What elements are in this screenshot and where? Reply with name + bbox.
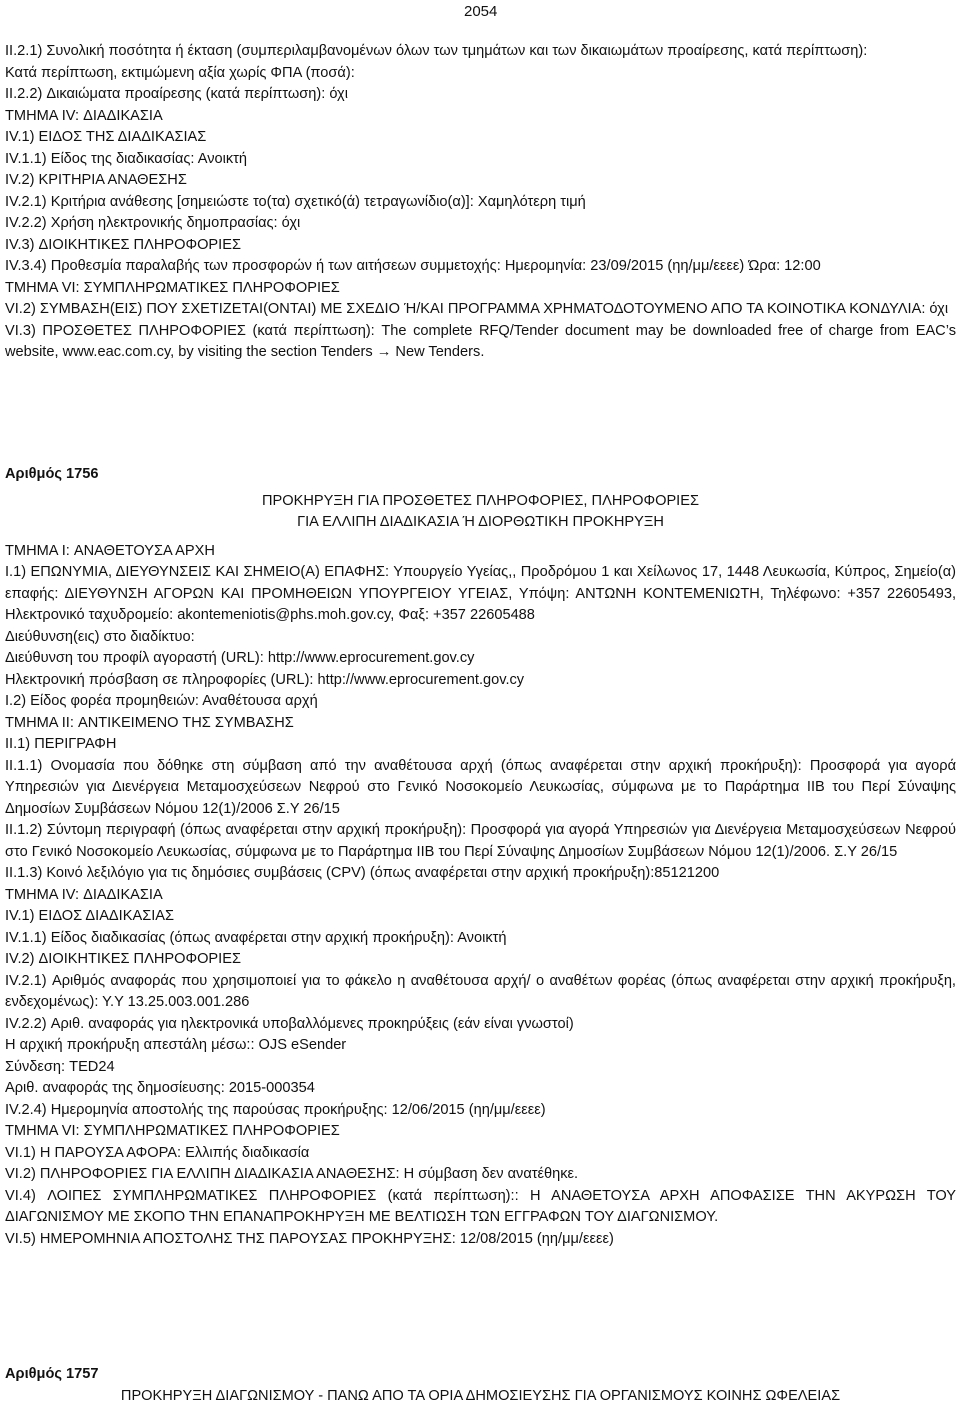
paragraph: Ηλεκτρονική πρόσβαση σε πληροφορίες (URL): http://www.eprocurement.gov.cy xyxy=(5,670,956,692)
section-heading: ΤΜΗΜΑ VI: ΣΥΜΠΛΗΡΩΜΑΤΙΚΕΣ ΠΛΗΡΟΦΟΡΙΕΣ xyxy=(5,1121,956,1143)
notice-title-line: ΠΡΟΚΗΡΥΞΗ ΓΙΑ ΠΡΟΣΘΕΤΕΣ ΠΛΗΡΟΦΟΡΙΕΣ, ΠΛΗΡΟΦΟΡΙΕΣ xyxy=(5,491,956,513)
notice-1756 xyxy=(5,464,956,1250)
section-heading: ΤΜΗΜΑ VI: ΣΥΜΠΛΗΡΩΜΑΤΙΚΕΣ ΠΛΗΡΟΦΟΡΙΕΣ xyxy=(5,278,956,300)
section-heading: ΤΜΗΜΑ IV: ΔΙΑΔΙΚΑΣΙΑ xyxy=(5,885,956,907)
paragraph: II.1) ΠΕΡΙΓΡΑΦΗ xyxy=(5,734,956,756)
paragraph: IV.2.2) Αριθ. αναφοράς για ηλεκτρονικά υποβαλλόμενες προκηρύξεις (εάν είναι γνωστοί) xyxy=(5,1014,956,1036)
paragraph: Διεύθυνση του προφίλ αγοραστή (URL): http://www.eprocurement.gov.cy xyxy=(5,648,956,670)
paragraph: Σύνδεση: TED24 xyxy=(5,1057,956,1079)
paragraph: II.1.1) Ονομασία που δόθηκε στη σύμβαση από την αναθέτουσα αρχή (όπως αναφέρεται στην αρχική προκήρυξη): Προσφορά για αγορά Υπηρεσιών για Διενέργεια Μεταμοσχεύσεων Νεφρού στο Γενικό Νοσοκομείο Λευκωσίας, σύμφωνα με το Παράρτημα ΙΙΒ του Περί Σύναψης Δημοσίων Συμβάσεων Νόμου 12(1)/2006 Σ.Υ 26/15 xyxy=(5,756,956,821)
paragraph: II.1.3) Κοινό λεξιλόγιο για τις δημόσιες συμβάσεις (CPV) (όπως αναφέρεται στην αρχική προκήρυξη):85121200 xyxy=(5,863,956,885)
paragraph: IV.3) ΔΙΟΙΚΗΤΙΚΕΣ ΠΛΗΡΟΦΟΡΙΕΣ xyxy=(5,235,956,257)
paragraph: IV.3.4) Προθεσμία παραλαβής των προσφορών ή των αιτήσεων συμμετοχής: Ημερομηνία: 23/09/2015 (ηη/μμ/εεεε) Ώρα: 12:00 xyxy=(5,256,956,278)
paragraph: Η αρχική προκήρυξη απεστάλη μέσω:: OJS eSender xyxy=(5,1035,956,1057)
paragraph: I.1) ΕΠΩΝΥΜΙΑ, ΔΙΕΥΘΥΝΣΕΙΣ ΚΑΙ ΣΗΜΕΙΟ(Α) ΕΠΑΦΗΣ: Υπουργείο Υγείας,, Προδρόμου 1 και Χείλωνος 17, 1448 Λευκωσία, Κύπρος, Σημείο(α) επαφής: ΔΙΕΥΘΥΝΣΗ ΑΓΟΡΩΝ ΚΑΙ ΠΡΟΜΗΘΕΙΩΝ ΥΠΟΥΡΓΕΙΟΥ ΥΓΕΙΑΣ, Υπόψη: ΑΝΤΩΝΗ ΚΟΝΤΕΜΕΝΙΩΤΗ, Τηλέφωνο: +357 22605493, Ηλεκτρονικό ταχυδρομείο: akontemeniotis@phs.moh.gov.cy, Φαξ: +357 22605488 xyxy=(5,562,956,627)
paragraph: VI.5) ΗΜΕΡΟΜΗΝΙΑ ΑΠΟΣΤΟΛΗΣ ΤΗΣ ΠΑΡΟΥΣΑΣ ΠΡΟΚΗΡΥΞΗΣ: 12/08/2015 (ηη/μμ/εεεε) xyxy=(5,1229,956,1251)
section-heading: ΤΜΗΜΑ IV: ΔΙΑΔΙΚΑΣΙΑ xyxy=(5,106,956,128)
paragraph: IV.2) ΔΙΟΙΚΗΤΙΚΕΣ ΠΛΗΡΟΦΟΡΙΕΣ xyxy=(5,949,956,971)
notice-title-line: ΠΡΟΚΗΡΥΞΗ ΔΙΑΓΩΝΙΣΜΟΥ - ΠΑΝΩ ΑΠΟ ΤΑ ΟΡΙΑ ΔΗΜΟΣΙΕΥΣΗΣ ΓΙΑ ΟΡΓΑΝΙΣΜΟΥΣ ΚΟΙΝΗΣ ΩΦΕΛΕΙΑΣ xyxy=(5,1386,956,1407)
previous-notice-continuation xyxy=(5,41,956,364)
paragraph: Διεύθυνση(εις) στο διαδίκτυο: xyxy=(5,627,956,649)
paragraph: II.2.2) Δικαιώματα προαίρεσης (κατά περίπτωση): όχι xyxy=(5,84,956,106)
paragraph: VI.4) ΛΟΙΠΕΣ ΣΥΜΠΛΗΡΩΜΑΤΙΚΕΣ ΠΛΗΡΟΦΟΡΙΕΣ (κατά περίπτωση):: Η ΑΝΑΘΕΤΟΥΣΑ ΑΡΧΗ ΑΠΟΦΑΣΙΣΕ ΤΗΝ ΑΚΥΡΩΣΗ ΤΟΥ ΔΙΑΓΩΝΙΣΜΟΥ ΜΕ ΣΚΟΠΟ ΤΗΝ ΕΠΑΝΑΠΡΟΚΗΡΥΞΗ ΜΕ ΒΕΛΤΙΩΣΗ ΤΩΝ ΕΓΓΡΑΦΩΝ ΤΟΥ ΔΙΑΓΩΝΙΣΜΟΥ. xyxy=(5,1186,956,1229)
section-heading: ΤΜΗΜΑ I: ΑΝΑΘΕΤΟΥΣΑ ΑΡΧΗ xyxy=(5,541,956,563)
paragraph: IV.1) ΕΙΔΟΣ ΔΙΑΔΙΚΑΣΙΑΣ xyxy=(5,906,956,928)
paragraph: Κατά περίπτωση, εκτιμώμενη αξία χωρίς ΦΠΑ (ποσά): xyxy=(5,63,956,85)
paragraph: VI.1) Η ΠΑΡΟΥΣΑ ΑΦΟΡΑ: Ελλιπής διαδικασία xyxy=(5,1143,956,1165)
paragraph: IV.2.1) Κριτήρια ανάθεσης [σημειώστε το(τα) σχετικό(ά) τετραγωνίδιο(α)]: Χαμηλότερη τιμή xyxy=(5,192,956,214)
paragraph: IV.2) ΚΡΙΤΗΡΙΑ ΑΝΑΘΕΣΗΣ xyxy=(5,170,956,192)
paragraph: II.2.1) Συνολική ποσότητα ή έκταση (συμπεριλαμβανομένων όλων των τμημάτων και των δικαιωμάτων προαίρεσης, κατά περίπτωση): xyxy=(5,41,956,63)
paragraph: IV.2.1) Αριθμός αναφοράς που χρησιμοποιεί για το φάκελο η αναθέτουσα αρχή/ ο αναθέτων φορέας (όπως αναφέρεται στην αρχική προκήρυξη, ενδεχομένως): Υ.Υ 13.25.003.001.286 xyxy=(5,971,956,1014)
paragraph: VI.2) ΠΛΗΡΟΦΟΡΙΕΣ ΓΙΑ ΕΛΛΙΠΗ ΔΙΑΔΙΚΑΣΙΑ ΑΝΑΘΕΣΗΣ: Η σύμβαση δεν ανατέθηκε. xyxy=(5,1164,956,1186)
notice-number: Αριθμός 1757 xyxy=(5,1364,956,1386)
notice-1757 xyxy=(5,1364,956,1407)
paragraph: IV.1) ΕΙΔΟΣ ΤΗΣ ΔΙΑΔΙΚΑΣΙΑΣ xyxy=(5,127,956,149)
paragraph: IV.1.1) Είδος διαδικασίας (όπως αναφέρεται στην αρχική προκήρυξη): Ανοικτή xyxy=(5,928,956,950)
notice-number: Αριθμός 1756 xyxy=(5,464,956,486)
paragraph: IV.2.2) Χρήση ηλεκτρονικής δημοπρασίας: όχι xyxy=(5,213,956,235)
paragraph: IV.1.1) Είδος της διαδικασίας: Ανοικτή xyxy=(5,149,956,171)
paragraph: II.1.2) Σύντομη περιγραφή (όπως αναφέρεται στην αρχική προκήρυξη): Προσφορά για αγορά Υπηρεσιών για Διενέργεια Μεταμοσχεύσεων Νεφρού στο Γενικό Νοσοκομείο Λευκωσίας, σύμφωνα με το Παράρτημα ΙΙΒ του Περί Σύναψης Δημοσίων Συμβάσεων Νόμου 12(1)/2006. Σ.Υ 26/15 xyxy=(5,820,956,863)
section-heading: ΤΜΗΜΑ II: ΑΝΤΙΚΕΙΜΕΝΟ ΤΗΣ ΣΥΜΒΑΣΗΣ xyxy=(5,713,956,735)
notice-title-line: ΓΙΑ ΕΛΛΙΠΗ ΔΙΑΔΙΚΑΣΙΑ Ή ΔΙΟΡΘΩΤΙΚΗ ΠΡΟΚΗΡΥΞΗ xyxy=(5,512,956,534)
paragraph: Αριθ. αναφοράς της δημοσίευσης: 2015-000354 xyxy=(5,1078,956,1100)
paragraph: I.2) Είδος φορέα προμηθειών: Αναθέτουσα αρχή xyxy=(5,691,956,713)
page-number: 2054 xyxy=(464,2,497,22)
paragraph: VI.3) ΠΡΟΣΘΕΤΕΣ ΠΛΗΡΟΦΟΡΙΕΣ (κατά περίπτωση): The complete RFQ/Tender document may be downloaded free of charge from EAC’s website, www.eac.com.cy, by visiting the section Tenders → New Tenders. xyxy=(5,321,956,364)
paragraph: IV.2.4) Ημερομηνία αποστολής της παρούσας προκήρυξης: 12/06/2015 (ηη/μμ/εεεε) xyxy=(5,1100,956,1122)
paragraph: VI.2) ΣΥΜΒΑΣΗ(ΕΙΣ) ΠΟΥ ΣΧΕΤΙΖΕΤΑΙ(ΟΝΤΑΙ) ΜΕ ΣΧΕΔΙΟ Ή/ΚΑΙ ΠΡΟΓΡΑΜΜΑ ΧΡΗΜΑΤΟΔΟΤΟΥΜΕΝΟ ΑΠΟ ΤΑ ΚΟΙΝΟΤΙΚΑ ΚΟΝΔΥΛΙΑ: όχι xyxy=(5,299,956,321)
